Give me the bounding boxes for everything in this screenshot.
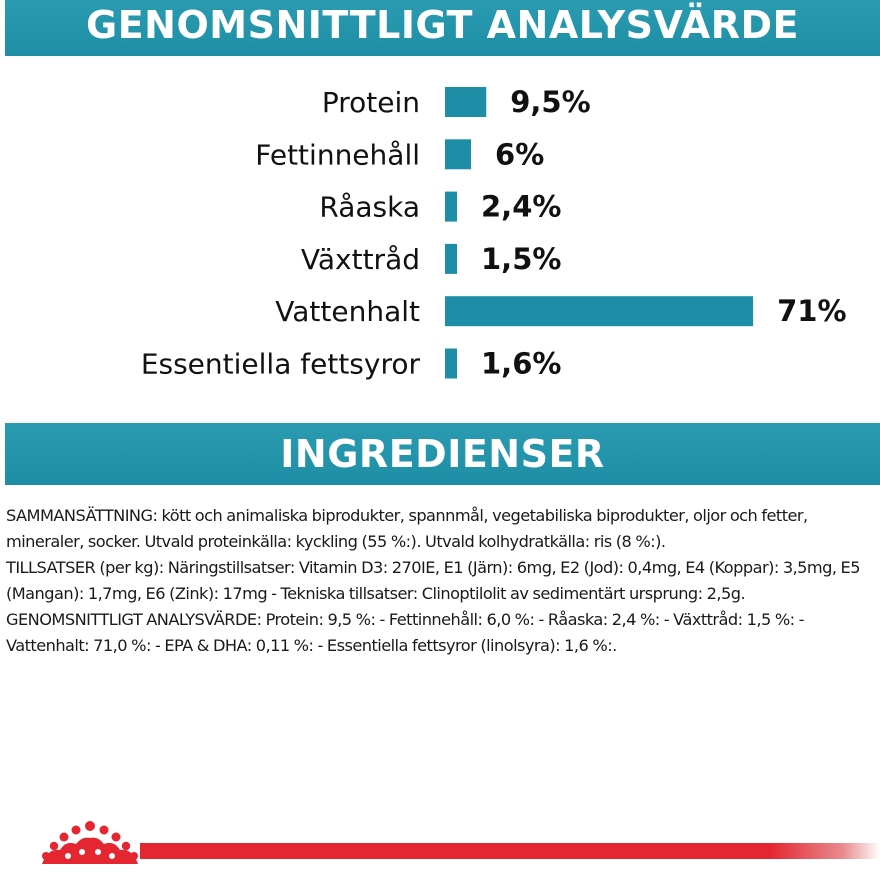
analysis-bar-chart	[0, 56, 880, 423]
bar	[445, 87, 486, 117]
analysis-banner: GENOMSNITTLIGT ANALYSVÄRDE	[5, 0, 880, 56]
value-label: 1,6%	[481, 346, 562, 381]
value-label: 71%	[777, 294, 847, 329]
additives-paragraph: TILLSATSER (per kg): Näringstillsatser: Vitamin D3: 270IE, E1 (Järn): 6mg, E2 (Jod): 0,4mg, E4 (Koppar): 3,5mg, E5 (Mangan): 1,7mg, E6 (Zink): 17mg - Tekniska tillsatser: Clinoptilolit av sedimentärt ursprung: 2,5g.	[6, 558, 860, 603]
category-label: Essentiella fettsyror	[140, 347, 420, 381]
bar	[445, 244, 457, 274]
value-label: 1,5%	[481, 241, 562, 276]
category-label: Protein	[321, 86, 420, 119]
category-label: Råaska	[319, 190, 420, 224]
bar	[445, 349, 457, 379]
bar	[445, 139, 471, 169]
ingredients-text	[6, 503, 878, 659]
bar	[445, 296, 753, 326]
value-label: 9,5%	[510, 85, 591, 119]
composition-paragraph: SAMMANSÄTTNING: kött och animaliska biprodukter, spannmål, vegetabiliska biprodukter, oljor och fetter, mineraler, socker. Utvald proteinkälla: kyckling (55 %:). Utvald kolhydratkälla: ris (8 %:).	[6, 506, 808, 551]
category-label: Fettinnehåll	[255, 138, 420, 172]
analysis-paragraph: GENOMSNITTLIGT ANALYSVÄRDE: Protein: 9,5 %: - Fettinnehåll: 6,0 %: - Råaska: 2,4 %: - Växttråd: 1,5 %: - Vattenhalt: 71,0 %: - EPA & DHA: 0,11 %: - Essentiella fettsyror (linolsyra): 1,6 %:.	[6, 610, 804, 655]
crown-icon	[38, 820, 142, 868]
value-label: 2,4%	[481, 189, 562, 224]
category-label: Växttråd	[300, 242, 420, 276]
value-label: 6%	[495, 137, 545, 172]
category-label: Vattenhalt	[275, 295, 420, 329]
bar	[445, 192, 457, 222]
footer-red-line	[140, 843, 880, 859]
ingredients-banner: INGREDIENSER	[5, 423, 880, 485]
